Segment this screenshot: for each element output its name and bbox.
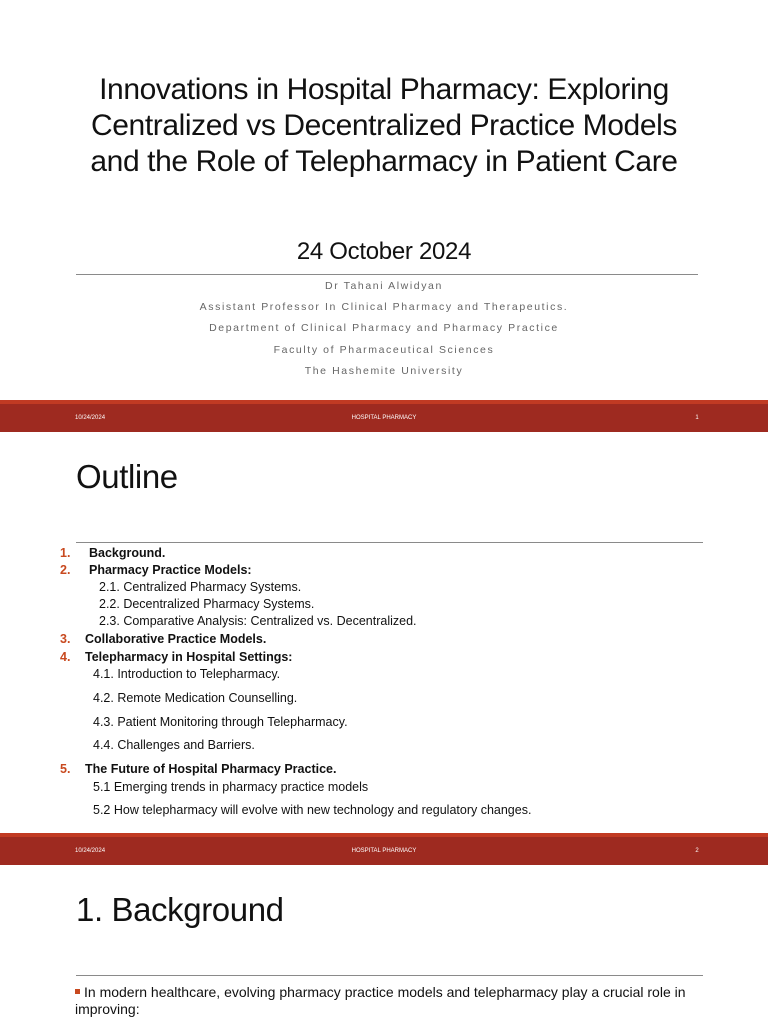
- footer-title: HOSPITAL PHARMACY: [351, 415, 417, 421]
- slide-title: 1. Background: [76, 891, 284, 928]
- square-bullet-icon: [75, 989, 80, 994]
- slide-footer: [0, 400, 768, 432]
- sub-item: 2.2. Decentralized Pharmacy Systems.: [99, 597, 315, 611]
- sub-item: 2.1. Centralized Pharmacy Systems.: [99, 580, 302, 594]
- item-number: 3.: [60, 632, 71, 646]
- author-department: Department of Clinical Pharmacy and Pharmacy Practice: [209, 322, 559, 335]
- divider-line: [76, 542, 703, 543]
- title-line: and the Role of Telepharmacy in Patient Care: [90, 145, 678, 178]
- divider-line: [76, 274, 698, 275]
- sub-item: 4.1. Introduction to Telepharmacy.: [93, 667, 281, 681]
- item-label: Telepharmacy in Hospital Settings:: [85, 650, 293, 664]
- sub-item: 5.1 Emerging trends in pharmacy practice models: [93, 780, 369, 794]
- item-label: Collaborative Practice Models.: [85, 632, 267, 646]
- presentation-title: [40, 72, 728, 180]
- author-faculty: Faculty of Pharmaceutical Sciences: [273, 343, 495, 356]
- bullet-point: [75, 984, 715, 1018]
- footer-title: HOSPITAL PHARMACY: [351, 848, 417, 854]
- outline-slide: [0, 432, 768, 833]
- item-number: 4.: [60, 650, 71, 664]
- item-label: Background.: [89, 546, 166, 560]
- slide-footer: [0, 833, 768, 865]
- divider-line: [76, 975, 703, 976]
- item-number: 5.: [60, 762, 71, 776]
- footer-date: 10/24/2024: [75, 415, 106, 421]
- background-slide: [0, 865, 768, 1024]
- author-university: The Hashemite University: [304, 364, 464, 377]
- slide-title: Outline: [76, 458, 178, 495]
- title-slide: [0, 0, 768, 400]
- slide-number: 2: [695, 848, 699, 854]
- sub-item: 4.4. Challenges and Barriers.: [93, 738, 255, 752]
- author-name: Dr Tahani Alwidyan: [325, 280, 443, 292]
- sub-item: 5.2 How telepharmacy will evolve with new technology and regulatory changes.: [93, 803, 532, 817]
- item-label: The Future of Hospital Pharmacy Practice.: [85, 762, 337, 776]
- title-line: Innovations in Hospital Pharmacy: Exploring: [99, 73, 669, 106]
- title-line: Centralized vs Decentralized Practice Models: [91, 109, 677, 142]
- bullet-text: In modern healthcare, evolving pharmacy practice models and telepharmacy play a crucial role in improving:: [75, 984, 686, 1017]
- item-label: Pharmacy Practice Models:: [89, 563, 252, 577]
- slide-number: 1: [695, 415, 699, 421]
- sub-item: 4.3. Patient Monitoring through Telepharmacy.: [93, 715, 348, 729]
- item-number: 2.: [60, 563, 71, 577]
- author-info: [0, 280, 768, 386]
- footer-date: 10/24/2024: [75, 848, 106, 854]
- sub-item: 4.2. Remote Medication Counselling.: [93, 691, 298, 705]
- presentation-date: 24 October 2024: [296, 238, 472, 265]
- author-position: Assistant Professor In Clinical Pharmacy and Therapeutics.: [199, 301, 569, 314]
- item-number: 1.: [60, 546, 71, 560]
- sub-item: 2.3. Comparative Analysis: Centralized vs. Decentralized.: [99, 614, 417, 628]
